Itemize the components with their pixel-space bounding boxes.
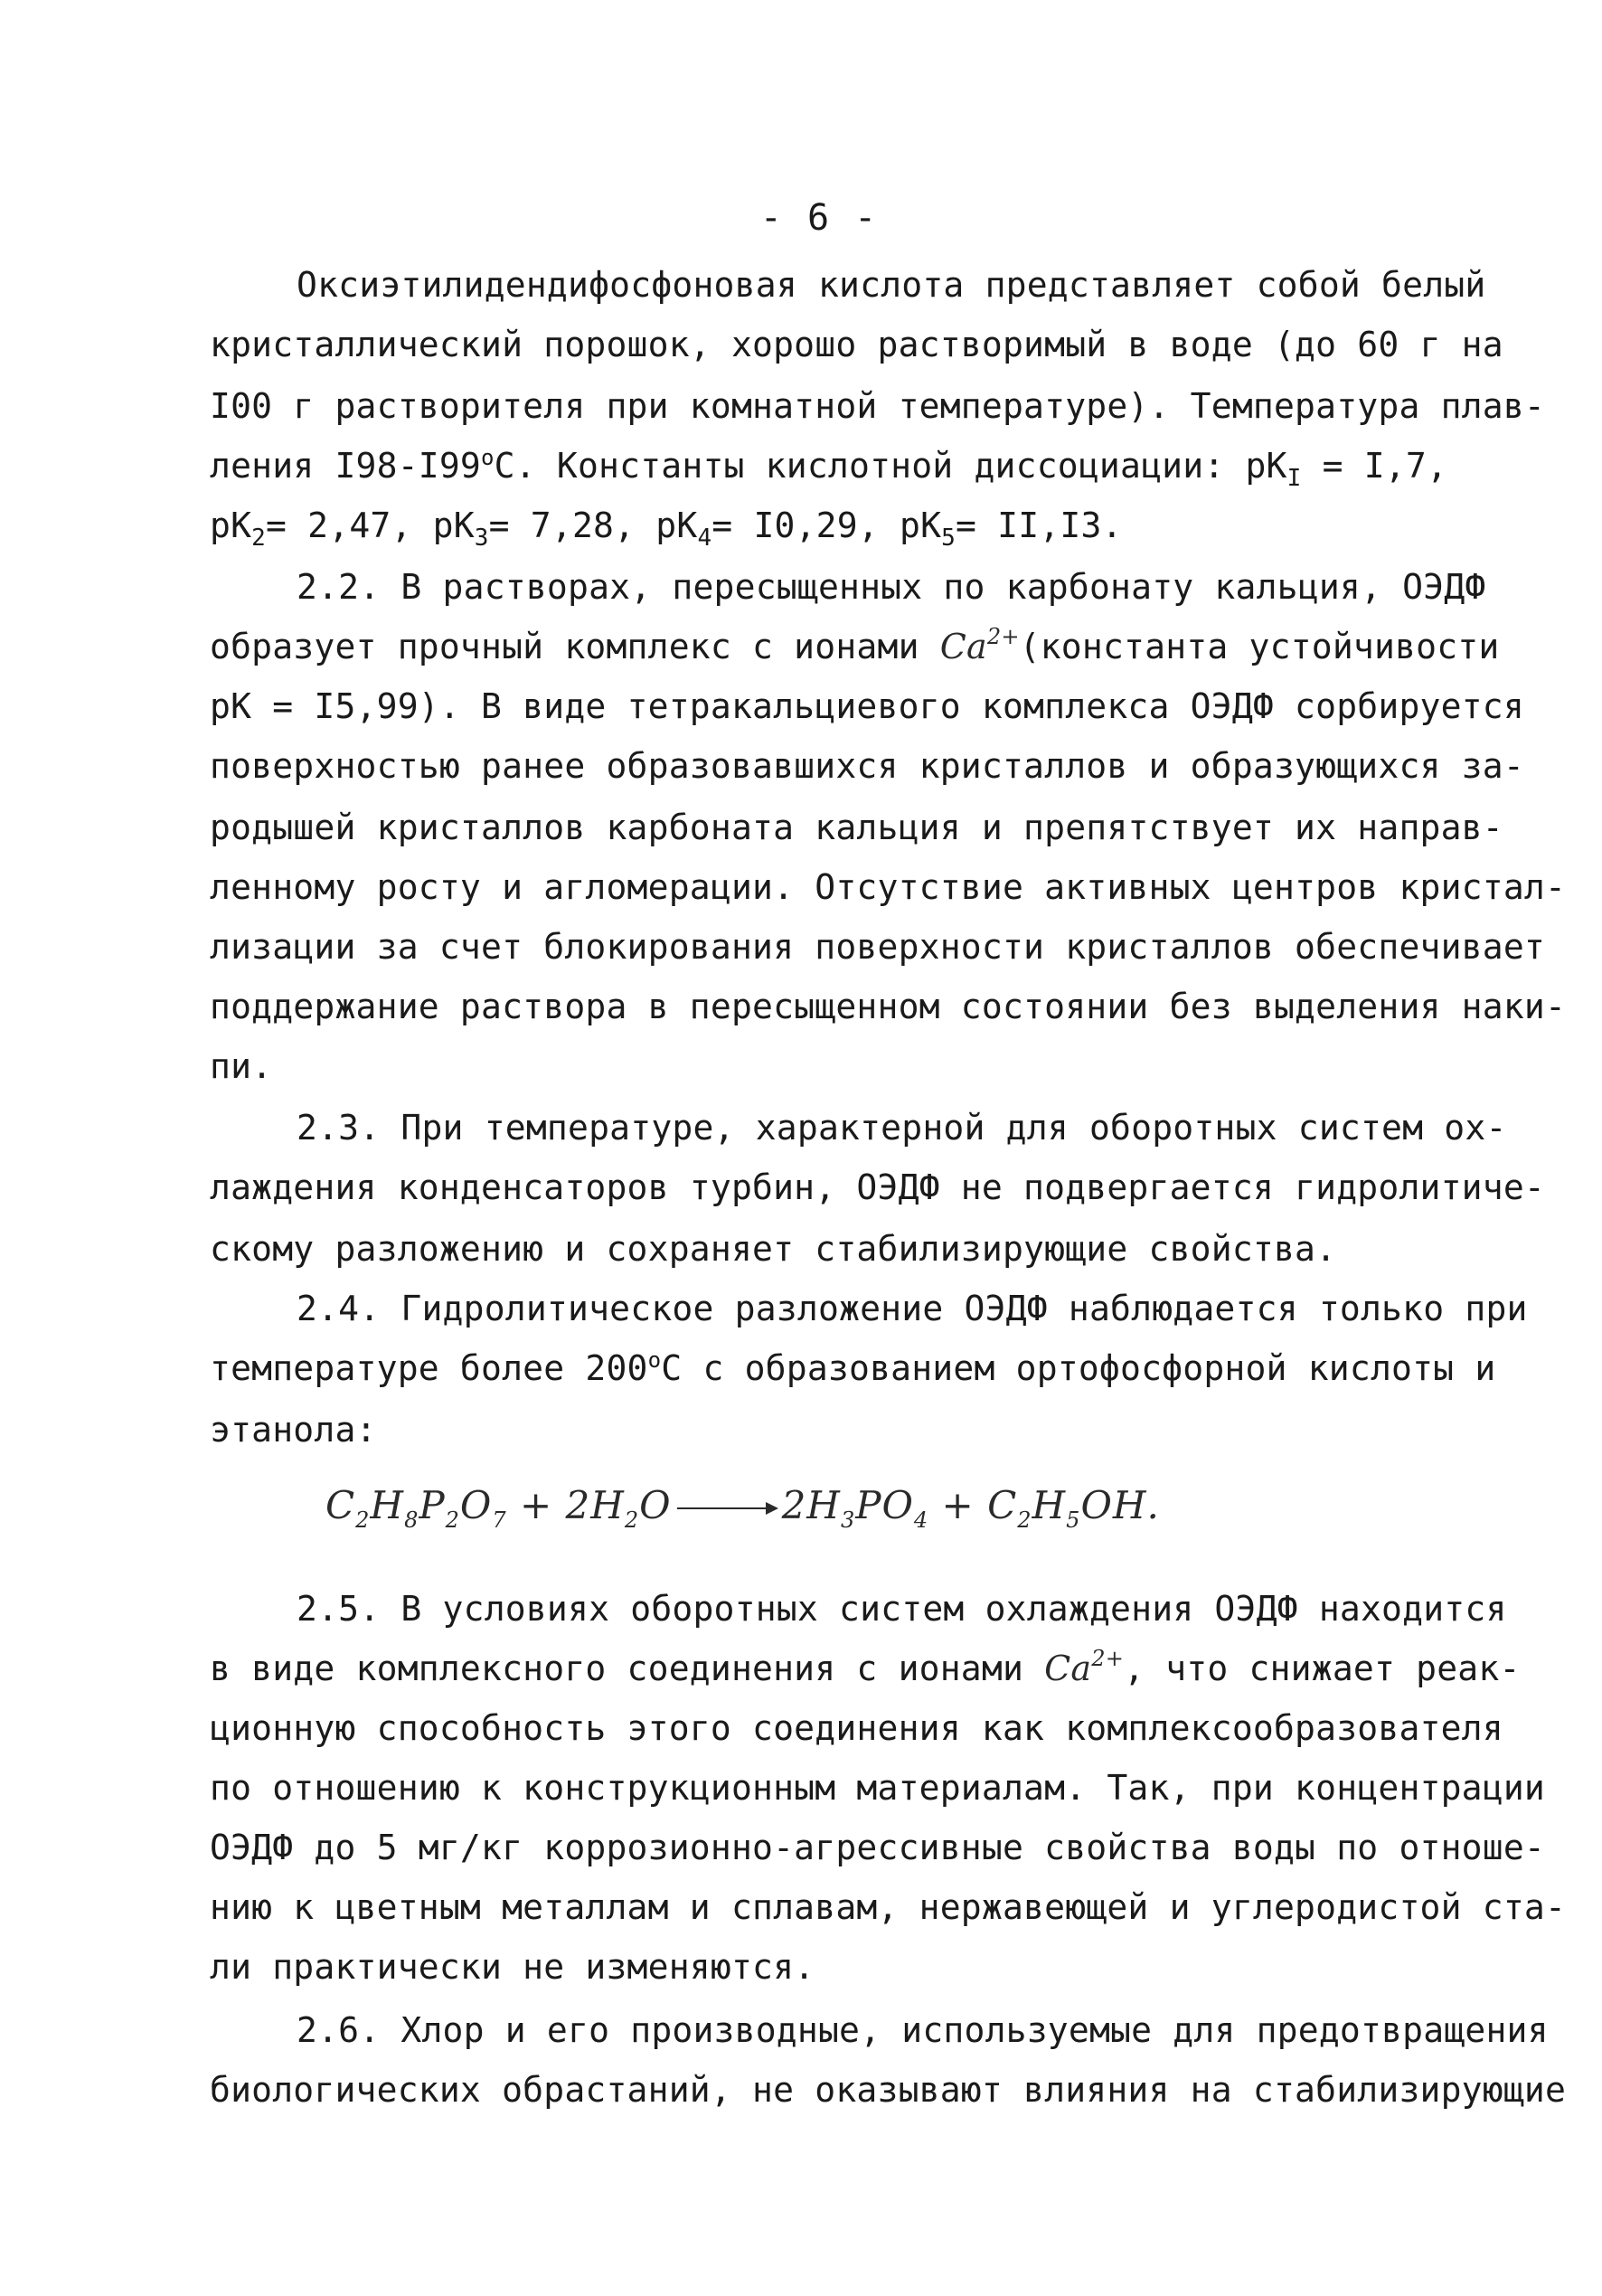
section-2-2-line-5: родышей кристаллов карбоната кальция и препятствует их направ- [210,808,1503,847]
eq-sub: 5 [1066,1507,1081,1533]
eq-part: + 2H [506,1483,625,1527]
reaction-arrow [677,1507,777,1509]
section-2-5-line-2 [210,1646,1521,1688]
text-span: = I,7, [1301,446,1448,486]
eq-part: O [459,1483,493,1527]
section-2-2-line-7: лизации за счет блокирования поверхности кристаллов обеспечивает [210,927,1545,967]
section-2-4-line-2 [210,1347,1496,1388]
section-2-2-line-4: поверхностью ранее образовавшихся кристаллов и образующихся за- [210,746,1524,786]
ion-symbol: Ca [1044,1649,1092,1688]
section-2-4-line-3: этанола: [210,1410,377,1450]
section-2-5-line-3: ционную способность этого соединения как комплексообразователя [210,1708,1503,1748]
calcium-ion [939,624,1020,666]
eq-part: H [1032,1483,1067,1527]
text-span: С. Константы кислотной диссоциации: рК [494,446,1287,486]
section-2-2-line-2 [210,624,1500,666]
text-span: , что снижает реак- [1124,1649,1521,1688]
text-span: образует прочный комплекс с ионами [210,627,940,666]
eq-part: O [639,1483,672,1527]
section-2-3-line-3: скому разложению и сохраняет стабилизирующие свойства. [210,1229,1337,1269]
text-span: = I0,29, рК [711,505,942,545]
subscript: I [1286,465,1302,492]
text-span: рК [210,505,252,545]
section-2-5-line-5: ОЭДФ до 5 мг/кг коррозионно-агрессивные свойства воды по отноше- [210,1828,1545,1867]
section-2-6-line-1: 2.6. Хлор и его производные, используемые для предотвращения [297,2010,1549,2050]
text-span: ления I98-I99 [210,446,482,486]
paragraph-1-line-4 [210,445,1448,492]
calcium-ion [1044,1646,1125,1688]
eq-part: H [370,1483,405,1527]
eq-sub: 3 [840,1507,856,1533]
text-span: = 7,28, рК [488,505,698,545]
paragraph-1-line-2: кристаллический порошок, хорошо растворимый в воде (до 60 г на [210,325,1503,364]
eq-sub: 7 [492,1507,507,1533]
eq-sub: 2 [445,1507,460,1533]
eq-part: C [325,1483,356,1527]
degree-sign: о [647,1347,662,1373]
text-span: С с образованием ортофосфорной кислоты и [661,1348,1496,1388]
section-2-2-line-1: 2.2. В растворах, пересыщенных по карбонату кальция, ОЭДФ [297,567,1486,607]
eq-part: OH. [1080,1483,1160,1527]
eq-sub: 8 [404,1507,419,1533]
section-2-2-line-6: ленному росту и агломерации. Отсутствие активных центров кристал- [210,867,1567,907]
paragraph-1-line-3: I00 г растворителя при комнатной температуре). Температура плав- [210,386,1545,426]
eq-sub: 2 [1017,1507,1032,1533]
ion-charge: 2+ [986,624,1020,649]
section-2-5-line-7: ли практически не изменяются. [210,1947,815,1987]
text-span: = 2,47, рК [266,505,475,545]
section-2-5-line-4: по отношению к конструкционным материалам. Так, при концентрации [210,1768,1545,1808]
section-2-5-line-6: нию к цветным металлам и сплавам, нержавеющей и углеродистой ста- [210,1887,1567,1927]
degree-sign: о [481,445,495,470]
section-2-2-line-9: пи. [210,1046,273,1086]
ion-symbol: Ca [939,627,987,666]
section-2-5-line-1: 2.5. В условиях оборотных систем охлаждения ОЭДФ находится [297,1589,1507,1629]
section-2-2-line-3: рК = I5,99). В виде тетракальциевого комплекса ОЭДФ сорбируется [210,686,1524,726]
eq-part: PO [855,1483,914,1527]
section-2-3-line-1: 2.3. При температуре, характерной для оборотных систем ох- [297,1108,1507,1148]
paragraph-1-line-1: Оксиэтилидендифосфоновая кислота представляет собой белый [297,265,1486,305]
subscript: 3 [474,524,489,552]
section-2-2-line-8: поддержание раствора в пересыщенном состоянии без выделения наки- [210,987,1567,1026]
section-2-4-line-1: 2.4. Гидролитическое разложение ОЭДФ наблюдается только при [297,1289,1528,1328]
text-span: = II,I3. [956,505,1123,545]
eq-sub: 2 [355,1507,371,1533]
subscript: 5 [941,524,956,552]
subscript: 2 [251,524,267,552]
section-2-3-line-2: лаждения конденсаторов турбин, ОЭДФ не подвергается гидролитиче- [210,1167,1545,1207]
chemical-equation [325,1483,1160,1533]
eq-part: P [419,1483,446,1527]
subscript: 4 [697,524,712,552]
section-2-6-line-2: биологических обрастаний, не оказывают влияния на стабилизирующие [210,2070,1567,2110]
page-number: - 6 - [759,197,879,239]
eq-sub: 4 [913,1507,929,1533]
text-span: температуре более 200 [210,1348,648,1388]
eq-part: + C [928,1483,1018,1527]
text-span: в виде комплексного соединения с ионами [210,1649,1045,1688]
eq-sub: 2 [624,1507,640,1533]
text-span: (константа устойчивости [1019,627,1500,666]
eq-part: 2H [781,1483,841,1527]
ion-charge: 2+ [1091,1646,1125,1671]
paragraph-1-line-5 [210,505,1123,552]
